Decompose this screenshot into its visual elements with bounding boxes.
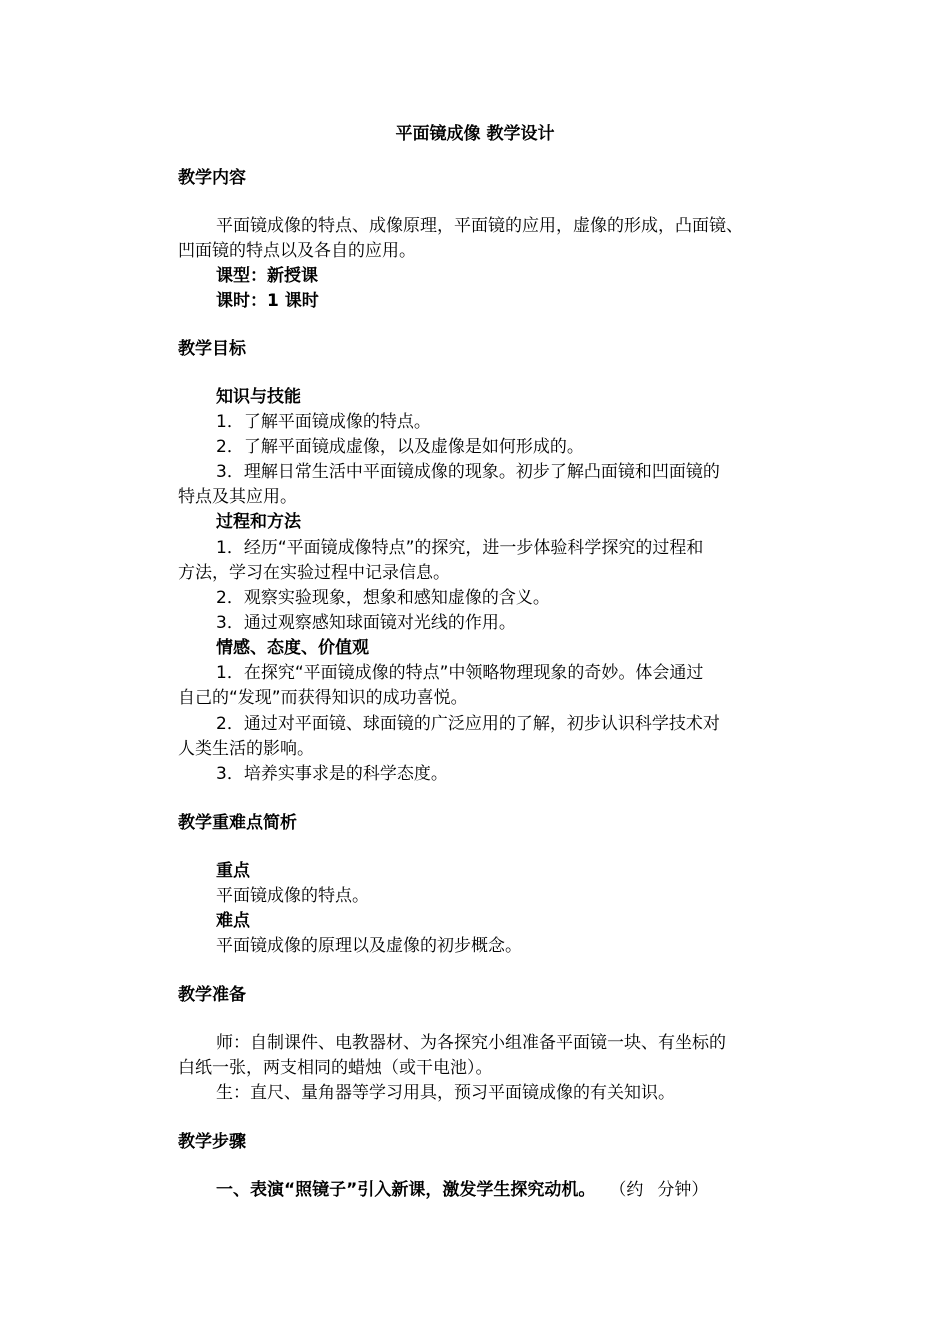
- objective-item: 1．经历“平面镜成像特点”的探究，进一步体验科学探究的过程和: [216, 538, 704, 558]
- preparation-student-line: 生：直尺、量角器等学习用具，预习平面镜成像的有关知识。: [216, 1083, 675, 1103]
- objective-item: 1．了解平面镜成像的特点。: [216, 412, 431, 432]
- lesson-hours: 课时：1 课时: [216, 291, 319, 311]
- document-title: 平面镜成像 教学设计: [395, 124, 555, 144]
- objective-item-continued: 特点及其应用。: [178, 487, 297, 507]
- content-paragraph-line: 凹面镜的特点以及各自的应用。: [178, 241, 416, 261]
- preparation-teacher-line: 师：自制课件、电教器材、为各探究小组准备平面镜一块、有坐标的: [216, 1033, 726, 1053]
- key-point-text: 平面镜成像的特点。: [216, 886, 369, 906]
- step-1-title: 一、表演“照镜子”引入新课，激发学生探究动机。: [216, 1180, 596, 1200]
- subheading-process-method: 过程和方法: [216, 512, 301, 532]
- step-1-time-prefix: （约: [609, 1180, 644, 1200]
- objective-item-continued: 方法，学习在实验过程中记录信息。: [178, 563, 450, 583]
- objective-item-continued: 人类生活的影响。: [178, 739, 314, 759]
- objective-item-continued: 自己的“发现”而获得知识的成功喜悦。: [178, 688, 468, 708]
- content-paragraph-line: 平面镜成像的特点、成像原理，平面镜的应用，虚像的形成，凸面镜、: [216, 216, 743, 236]
- subheading-knowledge-skills: 知识与技能: [216, 387, 301, 407]
- objective-item: 3．理解日常生活中平面镜成像的现象。初步了解凸面镜和凹面镜的: [216, 462, 720, 482]
- objective-item: 2．了解平面镜成虚像，以及虚像是如何形成的。: [216, 437, 584, 457]
- subheading-key-point: 重点: [216, 861, 250, 881]
- section-heading-preparation: 教学准备: [178, 985, 246, 1005]
- step-1-time-suffix: 分钟）: [657, 1180, 709, 1200]
- section-heading-objectives: 教学目标: [178, 339, 246, 359]
- objective-item: 3．培养实事求是的科学态度。: [216, 764, 448, 784]
- lesson-type: 课型：新授课: [216, 266, 318, 286]
- objective-item: 2．通过对平面镜、球面镜的广泛应用的了解，初步认识科学技术对: [216, 714, 720, 734]
- difficult-point-text: 平面镜成像的原理以及虚像的初步概念。: [216, 936, 522, 956]
- section-heading-content: 教学内容: [178, 168, 246, 188]
- step-1-line: [216, 1178, 778, 1203]
- section-heading-key-points: 教学重难点简析: [178, 813, 297, 833]
- preparation-teacher-line-continued: 白纸一张，两支相同的蜡烛（或干电池）。: [178, 1058, 493, 1078]
- objective-item: 3．通过观察感知球面镜对光线的作用。: [216, 613, 516, 633]
- subheading-difficult-point: 难点: [216, 911, 250, 931]
- objective-item: 2．观察实验现象，想象和感知虚像的含义。: [216, 588, 550, 608]
- objective-item: 1．在探究“平面镜成像的特点”中领略物理现象的奇妙。体会通过: [216, 663, 704, 683]
- subheading-attitude-values: 情感、态度、价值观: [216, 638, 369, 658]
- section-heading-steps: 教学步骤: [178, 1132, 246, 1152]
